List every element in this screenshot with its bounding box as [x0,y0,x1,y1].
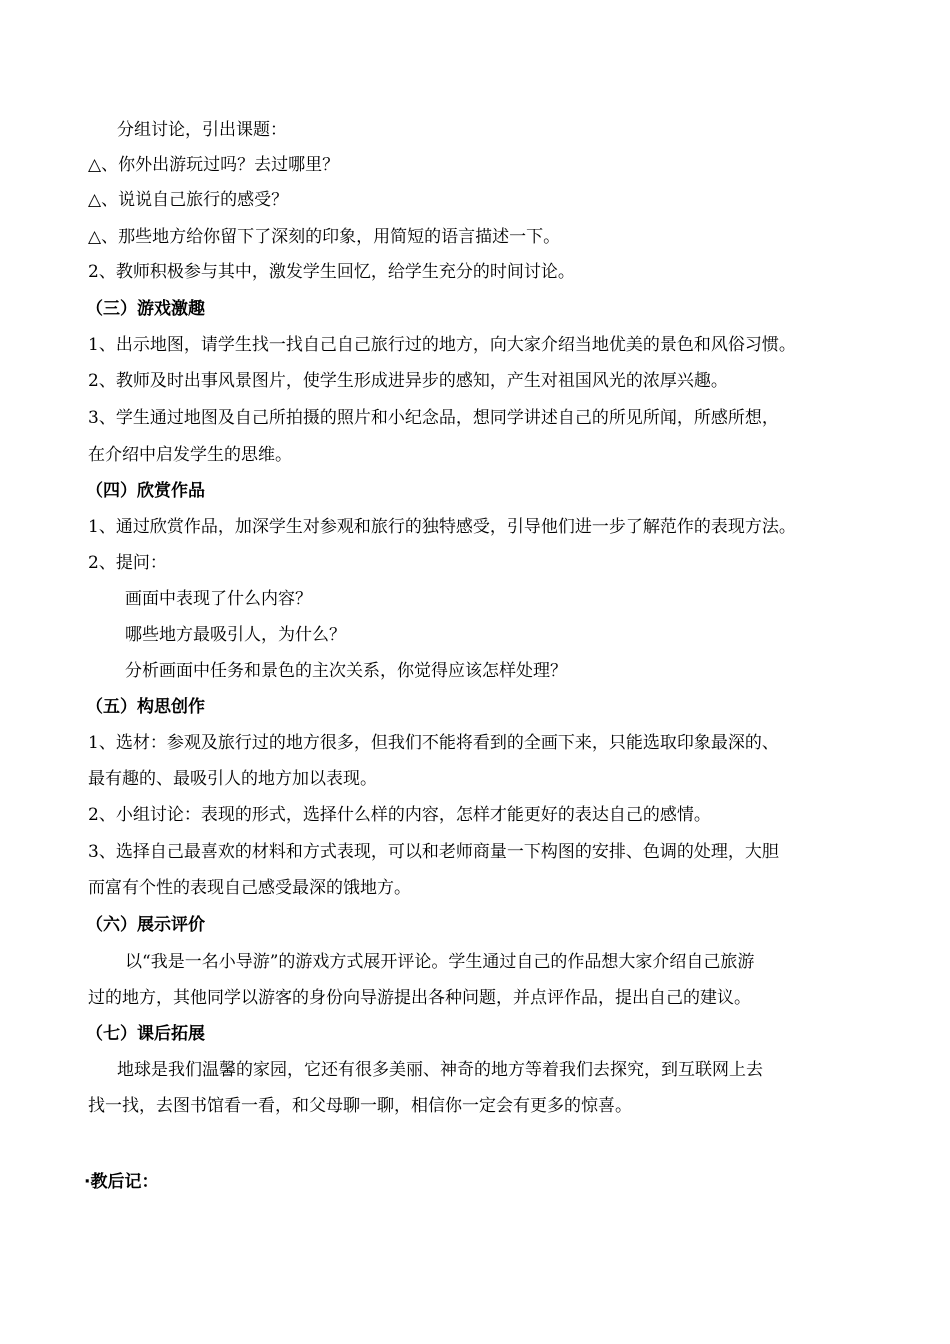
paragraph-line: 以“我是一名小导游”的游戏方式展开评论。学生通过自己的作品想大家介绍自己旅游 [125,952,755,972]
paragraph-line: 地球是我们温馨的家园，它还有很多美丽、神奇的地方等着我们去探究，到互联网上去 [117,1060,763,1080]
list-item: 2、教师及时出事风景图片，使学生形成进异步的感知，产生对祖国风光的浓厚兴趣。 [88,371,728,391]
list-item: 1、出示地图，请学生找一找自己自己旅行过的地方，向大家介绍当地优美的景色和风俗习惯。 [88,335,796,355]
paragraph-line: 分组讨论，引出课题： [117,120,287,140]
paragraph-line: 在介绍中启发学生的思维。 [88,445,292,465]
list-item: △、那些地方给你留下了深刻的印象，用简短的语言描述一下。 [88,227,561,247]
paragraph-line: 找一找，去图书馆看一看，和父母聊一聊，相信你一定会有更多的惊喜。 [88,1096,632,1116]
list-item: 2、小组讨论：表现的形式，选择什么样的内容，怎样才能更好的表达自己的感情。 [88,805,711,825]
post-lesson-notes-heading: ·教后记： [84,1172,159,1192]
section-heading: （六）展示评价 [86,915,205,935]
paragraph-line: 过的地方，其他同学以游客的身份向导游提出各种问题，并点评作品，提出自己的建议。 [88,988,751,1008]
list-item: △、你外出游玩过吗？去过哪里？ [88,155,340,175]
list-item: 3、选择自己最喜欢的材料和方式表现，可以和老师商量一下构图的安排、色调的处理，大胆 [88,842,779,862]
question-line: 哪些地方最吸引人，为什么？ [125,625,346,645]
paragraph-line: 最有趣的、最吸引人的地方加以表现。 [88,769,377,789]
section-heading: （五）构思创作 [86,697,205,717]
section-heading: （七）课后拓展 [86,1024,205,1044]
paragraph-line: 而富有个性的表现自己感受最深的饿地方。 [88,878,411,898]
list-item: 1、通过欣赏作品，加深学生对参观和旅行的独特感受，引导他们进一步了解范作的表现方法。 [88,517,796,537]
question-line: 分析画面中任务和景色的主次关系，你觉得应该怎样处理？ [125,661,567,681]
list-item: 1、选材：参观及旅行过的地方很多，但我们不能将看到的全画下来，只能选取印象最深的、 [88,733,779,753]
list-item: 2、提问： [88,553,167,573]
list-item: 3、学生通过地图及自己所拍摄的照片和小纪念品，想同学讲述自己的所见所闻，所感所想， [88,408,779,428]
question-line: 画面中表现了什么内容？ [125,589,312,609]
list-item: 2、教师积极参与其中，激发学生回忆，给学生充分的时间讨论。 [88,262,575,282]
section-heading: （三）游戏激趣 [86,299,205,319]
section-heading: （四）欣赏作品 [86,481,205,501]
list-item: △、说说自己旅行的感受？ [88,190,289,210]
